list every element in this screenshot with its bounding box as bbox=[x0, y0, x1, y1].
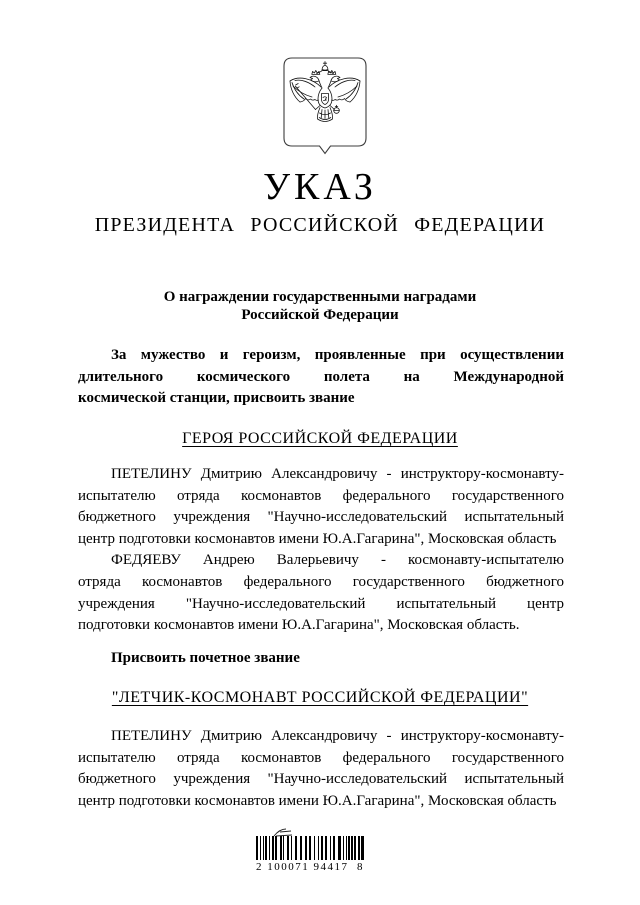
hero-title-heading-text: ГЕРОЯ РОССИЙСКОЙ ФЕДЕРАЦИИ bbox=[182, 430, 458, 447]
preamble-line: космической станции, присвоить звание bbox=[78, 390, 355, 407]
subject-line: Российской Федерации bbox=[241, 307, 399, 323]
preamble-line: За мужество и героизм, проявленные при осуществлении bbox=[111, 347, 564, 363]
award-line: центр подготовки космонавтов имени Ю.А.Гагарина", Московская область bbox=[78, 530, 557, 547]
russian-coat-of-arms bbox=[281, 55, 369, 157]
award-line: отряда космонавтов федерального государственного бюджетного bbox=[78, 573, 564, 590]
hero-awards-block bbox=[78, 464, 564, 637]
award-fedyaev bbox=[78, 550, 564, 636]
award-line: ПЕТЕЛИНУ Дмитрию Александровичу - инструктору-космонавту- bbox=[111, 466, 564, 482]
decree-subject bbox=[0, 288, 640, 324]
award-line: центр подготовки космонавтов имени Ю.А.Гагарина", Московская область bbox=[78, 792, 557, 809]
award-line: бюджетного учреждения "Научно-исследовательский испытательный bbox=[78, 771, 564, 788]
honorary-title-intro bbox=[78, 648, 564, 670]
pilot-cosmonaut-heading-text: "ЛЕТЧИК-КОСМОНАВТ РОССИЙСКОЙ ФЕДЕРАЦИИ" bbox=[111, 689, 529, 706]
barcode bbox=[252, 836, 368, 873]
award-line: испытателю отряда космонавтов федерального государственного bbox=[78, 749, 564, 766]
barcode-bars bbox=[256, 836, 364, 860]
award-line: ФЕДЯЕВУ Андрею Валерьевичу - космонавту-испытателю bbox=[111, 552, 564, 569]
award-line: ПЕТЕЛИНУ Дмитрию Александровичу - инструктору-космонавту- bbox=[111, 728, 564, 744]
award-line: подготовки космонавтов имени Ю.А.Гагарина", Московская область. bbox=[78, 617, 520, 634]
double-headed-eagle-icon bbox=[281, 55, 369, 157]
barcode-digits: 2 100071 94417 8 bbox=[256, 861, 364, 873]
pilot-awards-block bbox=[78, 726, 564, 812]
award-petelin-honorary bbox=[78, 726, 564, 812]
decree-preamble bbox=[78, 345, 564, 410]
decree-title: УКАЗ bbox=[263, 166, 377, 208]
award-petelin bbox=[78, 464, 564, 550]
award-line: учреждения "Научно-исследовательский испытательный центр bbox=[78, 595, 564, 612]
award-line: бюджетного учреждения "Научно-исследовательский испытательный bbox=[78, 509, 564, 526]
hero-title-heading bbox=[0, 429, 640, 449]
honorary-intro-line: Присвоить почетное звание bbox=[111, 650, 300, 666]
print-mark bbox=[272, 825, 296, 836]
subject-line: О награждении государственными наградами bbox=[163, 289, 477, 305]
award-line: испытателю отряда космонавтов федерального государственного bbox=[78, 487, 564, 504]
pilot-cosmonaut-heading bbox=[0, 688, 640, 708]
preamble-line: длительного космического полета на Международной bbox=[78, 368, 564, 385]
decree-issuer: ПРЕЗИДЕНТА РОССИЙСКОЙ ФЕДЕРАЦИИ bbox=[94, 214, 546, 236]
